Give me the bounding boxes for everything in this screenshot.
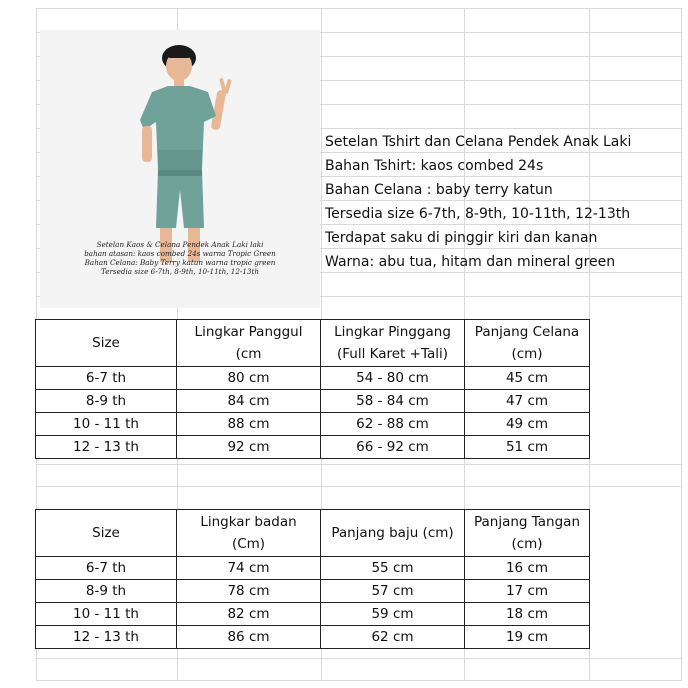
cell-length: 45 cm	[465, 367, 590, 390]
table-row	[36, 580, 590, 603]
cell-chest: 86 cm	[177, 626, 321, 649]
cell-size: 10 - 11 th	[36, 603, 177, 626]
description-line: Bahan Celana : baby terry katun	[325, 182, 553, 198]
table-row	[36, 603, 590, 626]
header-chest	[177, 510, 321, 557]
description-line: Setelan Tshirt dan Celana Pendek Anak Laki	[325, 134, 632, 150]
header-text: (Full Karet +Tali)	[336, 346, 449, 362]
header-text: Lingkar Pinggang	[334, 324, 451, 340]
grid-line	[36, 486, 682, 487]
cell-hip: 84 cm	[177, 390, 321, 413]
caption-line: Tersedia size 6-7th, 8-9th, 10-11th, 12-13th	[100, 267, 259, 276]
table-row	[36, 390, 590, 413]
cell-length: 47 cm	[465, 390, 590, 413]
grid-line	[36, 658, 682, 659]
cell-shirt-length: 55 cm	[321, 557, 465, 580]
header-text: Lingkar Panggul	[194, 324, 303, 340]
cell-hip: 80 cm	[177, 367, 321, 390]
header-hip	[177, 320, 321, 367]
table-row	[36, 557, 590, 580]
table-header-row	[36, 510, 590, 557]
cell-size: 10 - 11 th	[36, 413, 177, 436]
header-text: Panjang baju (cm)	[331, 525, 454, 541]
header-text: (cm	[235, 346, 262, 362]
cell-sleeve: 17 cm	[465, 580, 590, 603]
grid-line	[36, 8, 682, 9]
description-line: Warna: abu tua, hitam dan mineral green	[325, 254, 616, 270]
cell-size: 8-9 th	[36, 390, 177, 413]
grid-line	[36, 680, 682, 681]
caption-line: bahan atasan: kaos combed 24s warna Tropic Green	[84, 249, 276, 258]
description-line: Tersedia size 6-7th, 8-9th, 10-11th, 12-13th	[325, 206, 631, 222]
header-text: (cm)	[511, 346, 543, 362]
cell-size: 12 - 13 th	[36, 626, 177, 649]
table-row	[36, 367, 590, 390]
cell-shirt-length: 62 cm	[321, 626, 465, 649]
header-text: Size	[92, 525, 120, 541]
cell-size: 12 - 13 th	[36, 436, 177, 459]
header-waist	[321, 320, 465, 367]
grid-line	[681, 8, 682, 680]
table-row	[36, 436, 590, 459]
cell-hip: 92 cm	[177, 436, 321, 459]
header-shirt-length	[321, 510, 465, 557]
header-text: Panjang Tangan	[473, 514, 581, 530]
cell-waist: 66 - 92 cm	[321, 436, 465, 459]
header-text: Lingkar badan	[200, 514, 297, 530]
header-text: (Cm)	[231, 536, 266, 552]
cell-shirt-length: 59 cm	[321, 603, 465, 626]
table-header-row	[36, 320, 590, 367]
cell-sleeve: 18 cm	[465, 603, 590, 626]
cell-hip: 88 cm	[177, 413, 321, 436]
shirt-size-table	[35, 509, 590, 649]
description-line: Bahan Tshirt: kaos combed 24s	[325, 158, 544, 174]
header-size	[36, 510, 177, 557]
product-description	[325, 130, 631, 274]
photo-caption	[44, 240, 316, 276]
cell-length: 49 cm	[465, 413, 590, 436]
header-text: (cm)	[511, 536, 543, 552]
cell-chest: 78 cm	[177, 580, 321, 603]
cell-size: 6-7 th	[36, 367, 177, 390]
cell-waist: 58 - 84 cm	[321, 390, 465, 413]
grid-line	[36, 464, 682, 465]
cell-size: 6-7 th	[36, 557, 177, 580]
description-line: Terdapat saku di pinggir kiri dan kanan	[325, 230, 598, 246]
cell-waist: 62 - 88 cm	[321, 413, 465, 436]
header-sleeve-length	[465, 510, 590, 557]
header-pants-length	[465, 320, 590, 367]
cell-waist: 54 - 80 cm	[321, 367, 465, 390]
header-text: Size	[92, 335, 120, 351]
cell-sleeve: 19 cm	[465, 626, 590, 649]
cell-chest: 74 cm	[177, 557, 321, 580]
cell-length: 51 cm	[465, 436, 590, 459]
header-text: Panjang Celana	[474, 324, 580, 340]
caption-line: Setelan Kaos & Celana Pendek Anak Laki laki	[96, 240, 264, 249]
header-size	[36, 320, 177, 367]
pants-size-table	[35, 319, 590, 459]
table-row	[36, 626, 590, 649]
cell-size: 8-9 th	[36, 580, 177, 603]
cell-chest: 82 cm	[177, 603, 321, 626]
table-row	[36, 413, 590, 436]
caption-line: Bahan Celana: Baby Terry katun warna tropic green	[84, 258, 276, 267]
cell-sleeve: 16 cm	[465, 557, 590, 580]
cell-shirt-length: 57 cm	[321, 580, 465, 603]
